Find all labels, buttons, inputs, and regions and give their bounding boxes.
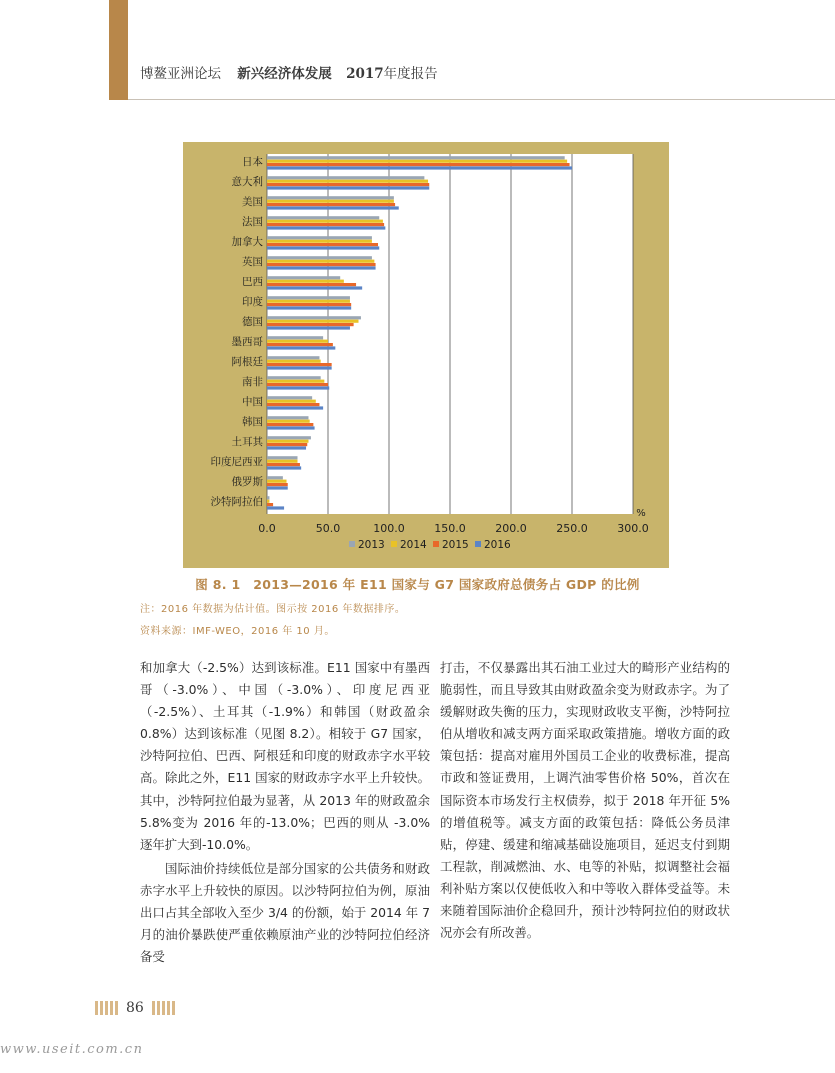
x-tick-label: 50.0 [315,522,341,535]
bar-2015 [267,363,332,366]
bar-2015 [267,443,307,446]
bar-2013 [267,296,350,299]
bar-2015 [267,483,288,486]
x-tick-label: 250.0 [556,522,588,535]
page-footer [95,1000,175,1016]
bar-2016 [267,206,399,209]
bar-2013 [267,216,379,219]
bar-2013 [267,196,394,199]
bar-2013 [267,436,311,439]
bar-2013 [267,496,269,499]
bar-2016 [267,486,288,489]
bar-2016 [267,506,284,509]
header-forum: 博鳌亚洲论坛 [140,66,221,82]
category-label: 印度尼西亚 [210,456,263,468]
bar-2014 [267,220,383,223]
bar-2015 [267,203,395,206]
bar-2016 [267,246,379,249]
bar-2016 [267,266,376,269]
header-report [346,66,438,82]
category-label: 土耳其 [231,436,263,448]
bar-2013 [267,316,361,319]
bar-2015 [267,303,351,306]
category-label: 德国 [242,316,263,328]
bar-2013 [267,236,372,239]
bar-2015 [267,163,570,166]
bar-2014 [267,460,298,463]
bar-2013 [267,276,340,279]
figure-caption: 图 8. 1 2013—2016 年 E11 国家与 G7 国家政府总债务占 GDP 的比例 [195,577,640,592]
bar-2013 [267,456,298,459]
bar-2015 [267,423,313,426]
category-label: 意大利 [231,176,263,188]
x-tick-label: 150.0 [434,522,466,535]
paragraph: 和加拿大（-2.5%）达到该标准。E11 国家中有墨西哥（-3.0%）、中国（-3.0%）、印度尼西亚（-2.5%）、土耳其（-1.9%）和韩国（财政盈余 0.8%）达到该标准（见图 8.2）。相较于 G7 国家，沙特阿拉伯、巴西、阿根廷和印度的财政赤字水平较高。除此之外，E11 国家的财政赤字水平上升较快。其中，沙特阿拉伯最为显著，从 2013 年的财政盈余 5.8%变为 2016 年的-13.0%；巴西的则从 -3.0% 逐年扩大到-10.0%。 [140,660,430,852]
x-tick-label: 200.0 [495,522,527,535]
bar-2014 [267,340,328,343]
bar-2013 [267,356,319,359]
category-label: 美国 [242,196,263,208]
paragraph: 国际油价持续低位是部分国家的公共债务和财政赤字水平上升较快的原因。以沙特阿拉伯为例，原油出口占其全部收入至少 3/4 的份额，始于 2014 年 7 月的油价暴跌使严重依赖原油产业的沙特阿拉伯经济备受 [140,860,430,965]
category-label: 俄罗斯 [231,476,263,488]
x-tick-label: 300.0 [617,522,649,535]
bar-2016 [267,426,315,429]
body-column-right [440,657,730,944]
bar-2016 [267,366,332,369]
page-number: 86 [126,1000,144,1016]
body-column-left [140,657,430,968]
bar-2014 [267,240,372,243]
bar-2014 [267,500,269,503]
header-title: 新兴经济体发展 [237,66,332,82]
bar-2013 [267,256,372,259]
category-label: 阿根廷 [231,356,263,368]
bar-2014 [267,480,287,483]
bar-2016 [267,346,335,349]
bar-2016 [267,306,351,309]
legend-swatch [475,541,481,547]
category-label: 巴西 [242,276,263,288]
bar-2016 [267,386,329,389]
figure-source: 资料来源：IMF-WEO，2016 年 10 月。 [140,626,335,637]
bar-2013 [267,336,323,339]
x-tick-label: 0.0 [258,522,276,535]
footer-stripes-left [95,1001,118,1015]
category-label: 南非 [242,376,263,388]
bar-2014 [267,300,350,303]
legend-label: 2016 [484,539,511,551]
bar-2014 [267,320,359,323]
running-header [140,62,438,82]
category-label: 韩国 [242,416,263,428]
bar-2014 [267,400,316,403]
bar-2016 [267,466,301,469]
bar-2013 [267,156,565,159]
legend-label: 2014 [400,539,427,551]
category-label: 印度 [242,296,263,308]
bar-2015 [267,283,356,286]
bar-2013 [267,396,312,399]
bar-2015 [267,403,319,406]
category-label: 法国 [242,216,263,228]
category-label: 沙特阿拉伯 [210,496,263,508]
category-label: 加拿大 [231,236,263,248]
bar-2015 [267,323,354,326]
bar-2015 [267,183,429,186]
bar-2013 [267,376,321,379]
bar-2014 [267,160,567,163]
x-tick-label: 100.0 [373,522,405,535]
unit-label: % [636,508,646,519]
bar-2015 [267,263,376,266]
debt-bar-chart [183,142,669,568]
bar-2014 [267,380,324,383]
bar-2016 [267,326,350,329]
category-label: 英国 [242,256,263,268]
legend-swatch [433,541,439,547]
bar-2015 [267,383,328,386]
legend-swatch [391,541,397,547]
bar-2015 [267,223,384,226]
bar-2015 [267,343,333,346]
bar-2016 [267,226,385,229]
bar-2013 [267,176,424,179]
bar-2014 [267,200,394,203]
bar-2016 [267,166,572,169]
paragraph: 打击，不仅暴露出其石油工业过大的畸形产业结构的脆弱性，而且导致其由财政盈余变为财政赤字。为了缓解财政失衡的压力，实现财政收支平衡，沙特阿拉伯从增收和减支两方面采取政策措施。增收方面的政策包括：提高对雇用外国员工企业的收费标准，提高市政和签证费用，上调汽油零售价格 50%，首次在国际资本市场发行主权债券，拟于 2018 年开征 5%的增值税等。减支方面的政策包括：降低公务员津贴，停建、缓建和缩减基础设施项目，延迟支付到期工程款，削减燃油、水、电等的补贴，拟调整社会福利补贴方案以仅使低收入和中等收入群体受益等。未来随着国际油价企稳回升，预计沙特阿拉伯的财政状况亦会有所改善。 [440,660,730,941]
legend-swatch [349,541,355,547]
category-label: 日本 [242,156,263,168]
figure-note: 注：2016 年数据为估计值。图示按 2016 年数据排序。 [140,604,406,615]
bar-2016 [267,446,306,449]
bar-2014 [267,180,428,183]
bar-2014 [267,440,308,443]
bar-2013 [267,416,308,419]
legend-label: 2013 [358,539,385,551]
header-rule [128,99,835,100]
header-report-label: 年度报告 [383,66,438,82]
bar-2014 [267,280,344,283]
category-label: 中国 [242,396,263,408]
bar-2016 [267,406,323,409]
bar-2015 [267,503,273,506]
header-accent-bar [109,0,128,100]
bar-2016 [267,186,429,189]
bar-2015 [267,243,378,246]
bar-2013 [267,476,283,479]
header-year: 2017 [346,66,384,82]
bar-2015 [267,463,300,466]
bar-2014 [267,360,321,363]
footer-stripes-right [152,1001,175,1015]
bar-2016 [267,286,362,289]
bar-2014 [267,260,374,263]
category-label: 墨西哥 [231,336,263,348]
chart-panel [183,142,669,568]
legend-label: 2015 [442,539,469,551]
watermark: www.useit.com.cn [0,1042,144,1057]
bar-2014 [267,420,310,423]
